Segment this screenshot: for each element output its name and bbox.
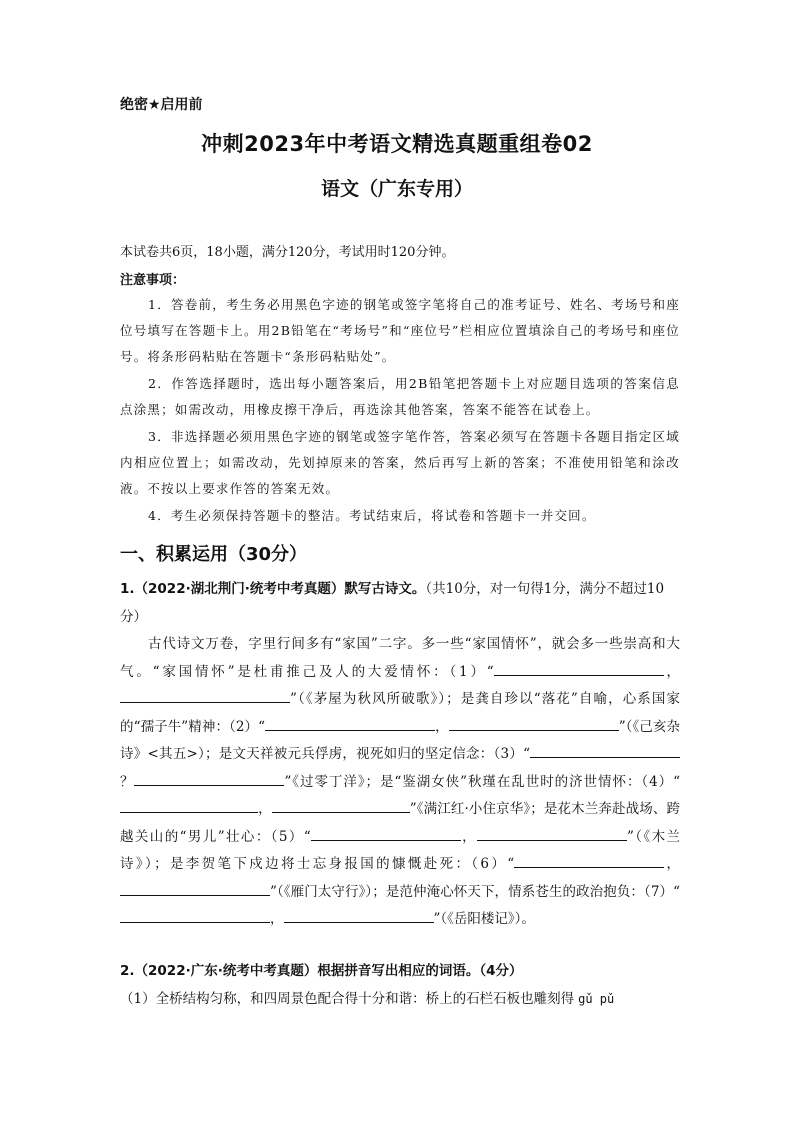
question-2-item-text: （1）全桥结构匀称，和四周景色配合得十分和谐：桥上的石栏石板也雕刻得 xyxy=(120,990,575,1007)
answer-blank[interactable] xyxy=(265,716,435,731)
question-1 xyxy=(120,576,680,934)
question-2-item-1 xyxy=(120,986,680,1014)
passage-text: ， xyxy=(664,856,681,872)
answer-blank[interactable] xyxy=(514,853,664,868)
passage-text: ”（《雁门太守行》）；是范仲淹心怀天下，情系苍生的政治抱负：（7）“ xyxy=(270,883,680,900)
passage-text: ， xyxy=(663,663,681,680)
answer-blank[interactable] xyxy=(120,688,290,703)
passage-text: ”《满江红·小住京华》；是花木兰奔赴战场、跨越关山的“男儿”壮心：（5）“ xyxy=(120,801,680,845)
answer-blank[interactable] xyxy=(134,771,284,786)
answer-blank[interactable] xyxy=(530,743,680,758)
question-2-head: 2.（2022·广东·统考中考真题）根据拼音写出相应的词语。（4分） xyxy=(120,963,523,979)
passage-text: ”（《茅屋为秋风所破歌》）；是龚自珍以“落花”自喻，心系国家的“孺子牛”精神：（2）“ xyxy=(120,691,680,735)
answer-blank[interactable] xyxy=(494,661,664,676)
passage-text: ， xyxy=(258,801,272,817)
passage-text: ， xyxy=(460,828,477,845)
passage-text: ， xyxy=(270,911,284,927)
answer-blank[interactable] xyxy=(311,826,461,841)
answer-blank[interactable] xyxy=(120,798,258,813)
note-item: 2．作答选择题时，选出每小题答案后，用2B铅笔把答题卡上对应题目选项的答案信息点涂黑；如需改动，用橡皮擦干净后，再选涂其他答案，答案不能答在试卷上。 xyxy=(120,376,680,417)
section-heading: 一、积累运用（30分） xyxy=(120,544,308,565)
question-1-source: 1.（2022·湖北荆门·统考中考真题）默写古诗文。 xyxy=(120,581,426,597)
question-1-head xyxy=(120,576,680,631)
answer-blank[interactable] xyxy=(284,908,434,923)
note-item: 4．考生必须保持答题卡的整洁。考试结束后，将试卷和答题卡一并交回。 xyxy=(148,508,596,523)
passage-text: ”《过零丁洋》；是“鉴湖女侠”秋瑾在乱世时的济世情怀：（4）“ xyxy=(284,773,680,790)
pinyin-text: gǔ pǔ xyxy=(578,991,615,1006)
answer-blank[interactable] xyxy=(120,881,270,896)
passage-text: ”（《己亥杂诗》<其五>）；是文天祥被元兵俘虏，视死如归的坚定信念：（3）“ xyxy=(120,718,681,762)
passage-text: ， xyxy=(435,718,449,735)
passage-text: ”（《岳阳楼记》）。 xyxy=(433,911,535,927)
passage-text: ？ xyxy=(120,773,135,790)
note-item: 1．答卷前，考生务必用黑色字迹的钢笔或签字笔将自己的准考证号、姓名、考场号和座位号填写在答题卡上。用2B铅笔在“考场号”和“座位号”栏相应位置填涂自己的考场号和座位号。将条形码粘贴在答题卡“条形码粘贴处”。 xyxy=(120,297,680,364)
notes-list xyxy=(120,292,680,530)
question-2 xyxy=(120,958,680,1013)
exam-intro: 本试卷共6页，18小题，满分120分，考试用时120分钟。 xyxy=(120,245,455,260)
passage-text: 古代诗文万卷，字里行间多有“家国”二字。多一些“家国情怀”，就会多一些崇高和大气。“家国情怀”是杜甫推己及人的大爱情怀：（1）“ xyxy=(120,636,680,680)
answer-blank[interactable] xyxy=(477,826,627,841)
exam-title: 冲刺2023年中考语文精选真题重组卷02 xyxy=(201,132,593,156)
question-1-scoring: （共10分，对一句得1分，满分不超过10分） xyxy=(120,581,665,625)
note-item: 3．非选择题必须用黑色字迹的钢笔或签字笔作答，答案必须写在答题卡各题目指定区域内相应位置上；如需改动，先划掉原来的答案，然后再写上新的答案；不准使用铅笔和涂改液。不按以上要求作答的答案无效。 xyxy=(120,429,680,496)
passage-text: ”（《木兰诗》）；是李贺笔下戍边将士忘身报国的慷慨赴死：（6）“ xyxy=(120,828,681,872)
answer-blank[interactable] xyxy=(449,716,619,731)
exam-subtitle: 语文（广东专用） xyxy=(320,178,473,200)
notes-heading: 注意事项： xyxy=(120,273,186,288)
answer-blank[interactable] xyxy=(272,798,410,813)
confidential-label: 绝密★启用前 xyxy=(120,97,203,113)
answer-blank[interactable] xyxy=(120,908,270,923)
question-1-body xyxy=(120,631,680,934)
